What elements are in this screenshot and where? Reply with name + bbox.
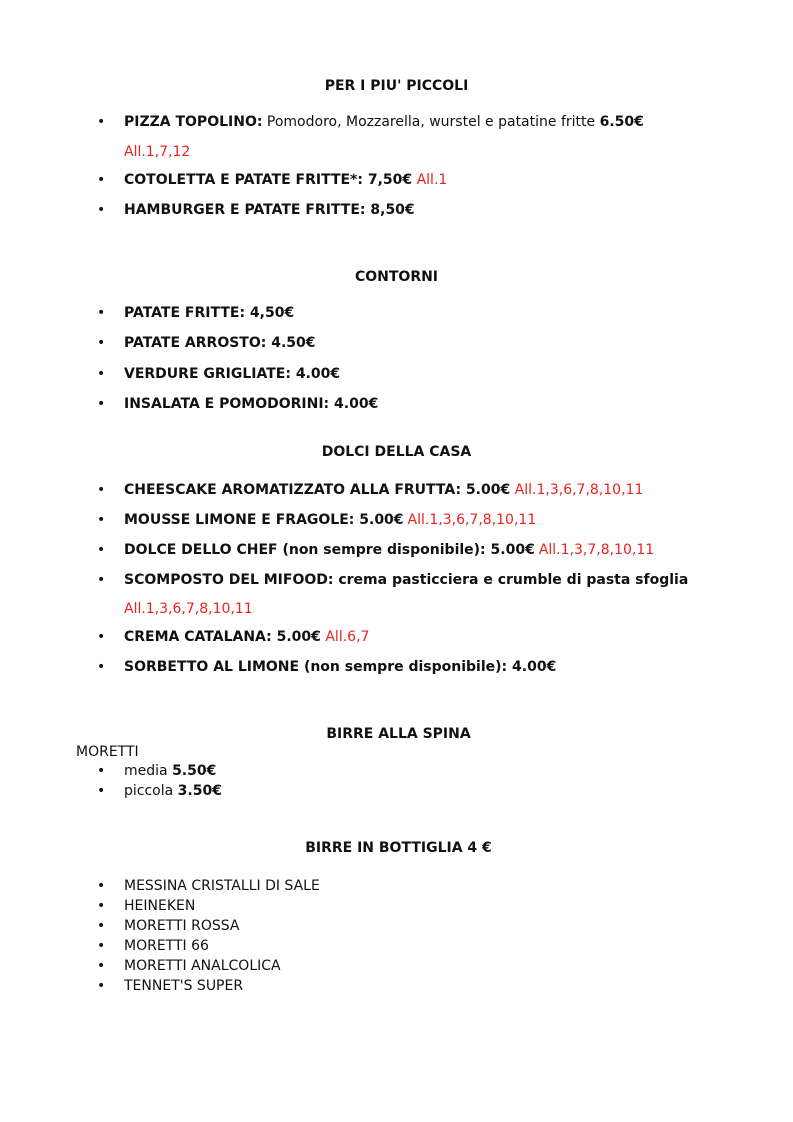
menu-item-scomposto: SCOMPOSTO DEL MIFOOD: crema pasticciera e crumble di pasta sfoglia [124, 572, 689, 588]
bullet-icon: • [97, 305, 106, 321]
section-title-spina: BIRRE ALLA SPINA [326, 726, 471, 742]
bullet-icon: • [97, 878, 106, 894]
menu-item-patate-fritte: PATATE FRITTE: 4,50€ [124, 305, 295, 321]
menu-item-pizza-topolino [124, 113, 644, 131]
bullet-icon: • [97, 783, 106, 799]
bullet-icon: • [97, 978, 106, 994]
bullet-icon: • [97, 335, 106, 351]
section-title-dolci: DOLCI DELLA CASA [321, 444, 472, 460]
item-allergens: All.1,3,6,7,8,10,11 [514, 482, 644, 498]
item-allergens: All.1,3,6,7,8,10,11 [124, 601, 253, 617]
bullet-icon: • [97, 898, 106, 914]
bullet-icon: • [97, 659, 106, 675]
bottle-item: MORETTI 66 [124, 938, 209, 954]
section-title-contorni: CONTORNI [354, 269, 439, 285]
bullet-icon: • [97, 542, 106, 558]
bullet-icon: • [97, 938, 106, 954]
size-label: piccola [124, 783, 174, 799]
item-allergens: All.6,7 [325, 629, 370, 645]
bullet-icon: • [97, 114, 106, 130]
item-description: Pomodoro, Mozzarella, wurstel e patatine fritte [266, 114, 596, 130]
size-price: 3.50€ [177, 783, 222, 799]
menu-item-insalata: INSALATA E POMODORINI: 4.00€ [124, 396, 379, 412]
menu-item-crema-catalana [124, 628, 369, 646]
item-name: MOUSSE LIMONE E FRAGOLE: 5.00€ [124, 512, 404, 528]
bullet-icon: • [97, 172, 106, 188]
menu-item-mousse [124, 511, 536, 529]
beer-size-media [124, 762, 216, 780]
section-title-bottiglia: BIRRE IN BOTTIGLIA 4 € [305, 840, 492, 856]
item-name: PIZZA TOPOLINO: [124, 114, 263, 130]
item-name: CREMA CATALANA: 5.00€ [124, 629, 321, 645]
item-allergens: All.1,3,6,7,8,10,11 [407, 512, 537, 528]
bullet-icon: • [97, 629, 106, 645]
menu-item-hamburger: HAMBURGER E PATATE FRITTE: 8,50€ [124, 202, 415, 218]
bullet-icon: • [97, 918, 106, 934]
item-name: CHEESCAKE AROMATIZZATO ALLA FRUTTA: 5.00€ [124, 482, 511, 498]
bottle-item: MORETTI ANALCOLICA [124, 958, 281, 974]
bottle-item: HEINEKEN [124, 898, 196, 914]
bottle-item: MESSINA CRISTALLI DI SALE [124, 878, 320, 894]
size-label: media [124, 763, 168, 779]
menu-item-cotoletta [124, 171, 447, 189]
bottle-item: MORETTI ROSSA [124, 918, 240, 934]
menu-item-sorbetto: SORBETTO AL LIMONE (non sempre disponibile): 4.00€ [124, 659, 557, 675]
item-allergens: All.1 [416, 172, 448, 188]
bullet-icon: • [97, 512, 106, 528]
item-allergens: All.1,3,7,8,10,11 [538, 542, 655, 558]
menu-item-patate-arrosto: PATATE ARROSTO: 4.50€ [124, 335, 316, 351]
bullet-icon: • [97, 958, 106, 974]
item-name: DOLCE DELLO CHEF (non sempre disponibile): 5.00€ [124, 542, 535, 558]
bullet-icon: • [97, 396, 106, 412]
beer-size-piccola [124, 782, 222, 800]
bullet-icon: • [97, 202, 106, 218]
menu-item-verdure: VERDURE GRIGLIATE: 4.00€ [124, 366, 341, 382]
bullet-icon: • [97, 572, 106, 588]
menu-item-dolce-chef [124, 541, 654, 559]
item-price: 6.50€ [599, 114, 644, 130]
bullet-icon: • [97, 482, 106, 498]
beer-brand: MORETTI [76, 744, 139, 760]
size-price: 5.50€ [172, 763, 217, 779]
bullet-icon: • [97, 366, 106, 382]
section-title-piccoli: PER I PIU' PICCOLI [324, 78, 469, 94]
bullet-icon: • [97, 763, 106, 779]
item-allergens: All.1,7,12 [124, 144, 191, 160]
menu-item-cheesecake [124, 481, 643, 499]
bottle-item: TENNET'S SUPER [124, 978, 244, 994]
item-name: COTOLETTA E PATATE FRITTE*: 7,50€ [124, 172, 413, 188]
